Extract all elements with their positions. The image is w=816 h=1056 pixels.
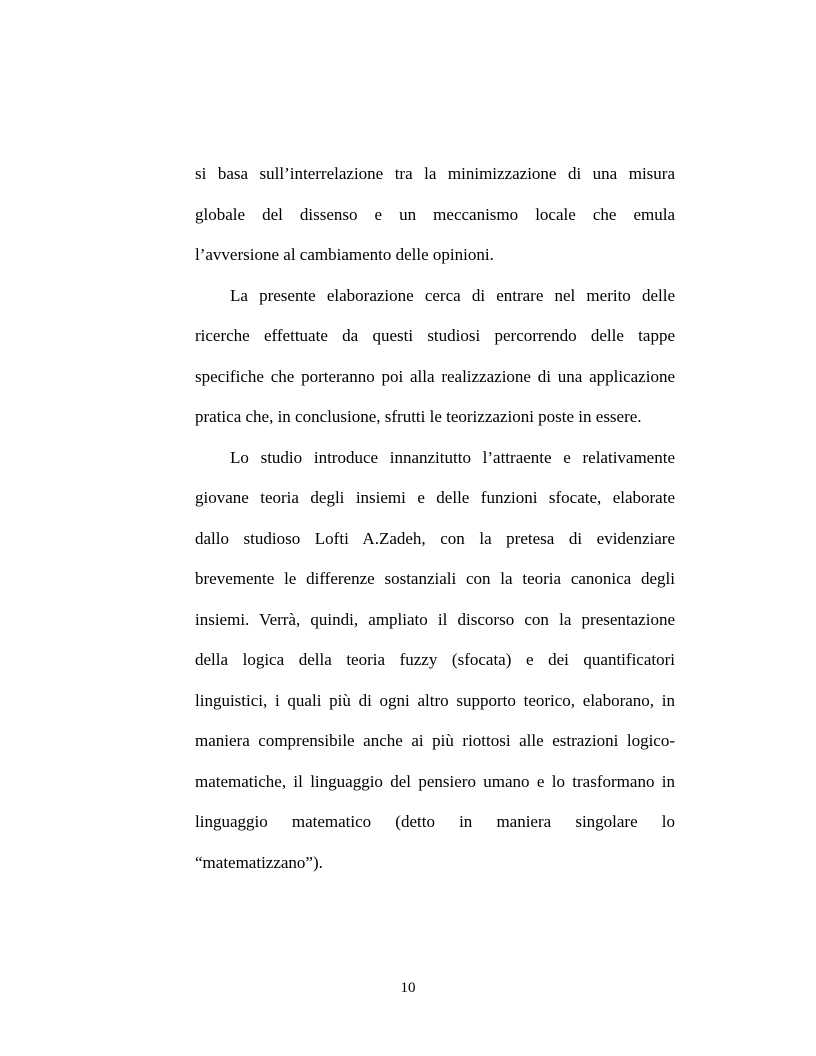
text-line: insiemi. Verrà, quindi, ampliato il discorso con la presentazione: [195, 609, 675, 629]
text-line: l’avversione al cambiamento delle opinioni.: [195, 245, 494, 264]
text-line: specifiche che porteranno poi alla realizzazione di una applicazione: [195, 366, 675, 386]
text-line: linguistici, i quali più di ogni altro supporto teorico, elaborano, in: [195, 690, 675, 710]
text-line: “matematizzano”).: [195, 852, 323, 872]
text-line: maniera comprensibile anche ai più riottosi alle estrazioni logico-: [195, 731, 675, 750]
text-line: ricerche effettuate da questi studiosi percorrendo delle tappe: [195, 326, 675, 345]
text-line: dallo studioso Lofti A.Zadeh, con la pretesa di evidenziare: [195, 528, 675, 548]
text-line: giovane teoria degli insiemi e delle funzioni sfocate, elaborate: [195, 488, 675, 507]
text-line: globale del dissenso e un meccanismo locale che emula: [195, 204, 675, 224]
text-line: matematiche, il linguaggio del pensiero umano e lo trasformano in: [195, 771, 675, 791]
text-line: della logica della teoria fuzzy (sfocata) e dei quantificatori: [195, 650, 675, 669]
text-line: pratica che, in conclusione, sfrutti le teorizzazioni poste in essere.: [195, 407, 642, 426]
body-text: [195, 154, 675, 883]
paragraph-1: [195, 154, 675, 276]
text-line: brevemente le differenze sostanziali con la teoria canonica degli: [195, 569, 675, 588]
paragraph-2: [195, 276, 675, 438]
page-number: 10: [400, 980, 416, 996]
text-line: linguaggio matematico (detto in maniera singolare lo: [195, 812, 675, 831]
paragraph-3: [195, 438, 675, 884]
text-line: si basa sull’interrelazione tra la minimizzazione di una misura: [195, 164, 675, 183]
text-line: Lo studio introduce innanzitutto l’attraente e relativamente: [230, 447, 675, 467]
text-line: La presente elaborazione cerca di entrare nel merito delle: [230, 285, 675, 305]
